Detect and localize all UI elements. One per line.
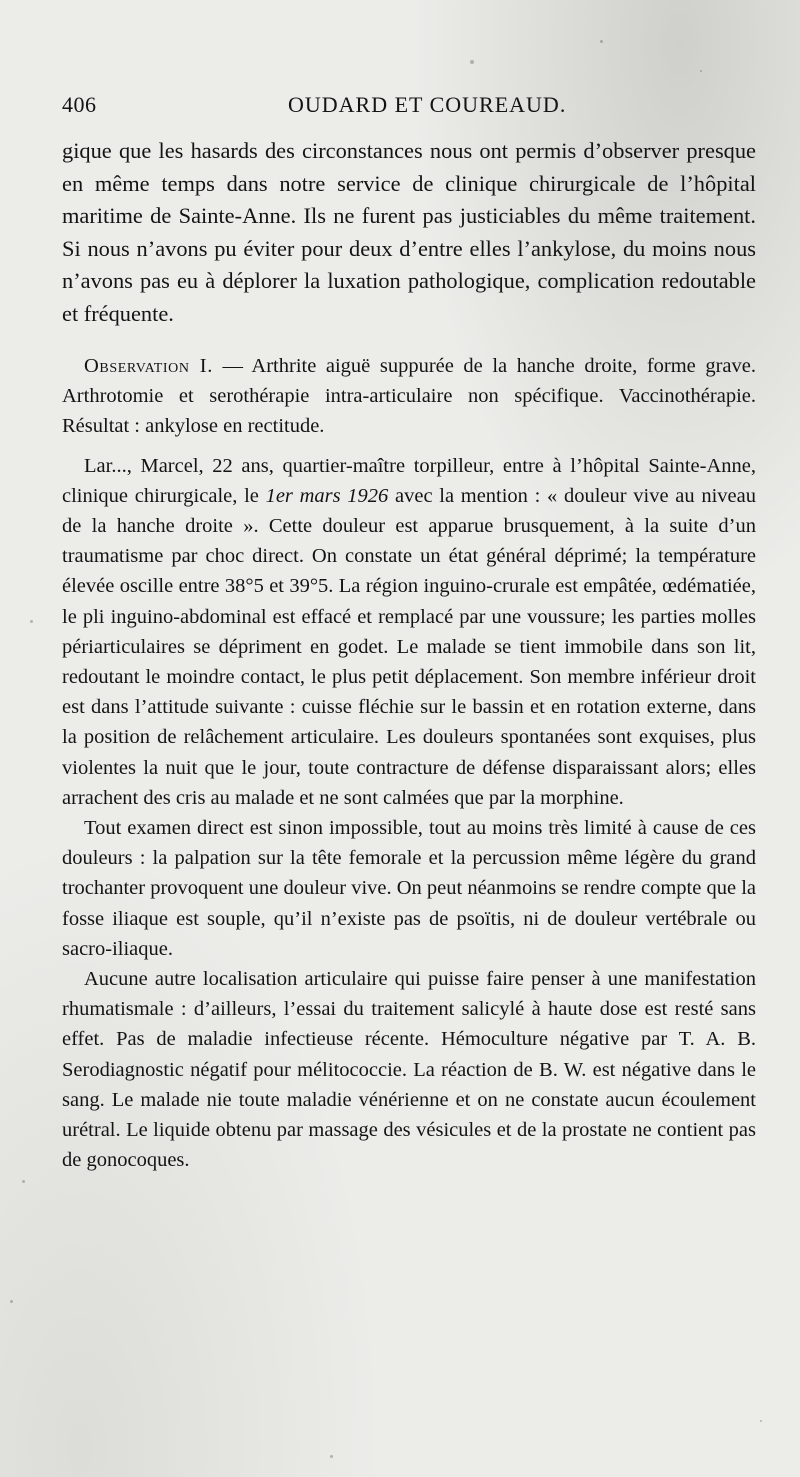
observation-title: — Arthrite aiguë suppurée de la hanche droite, forme grave. Arthrotomie et serothérapie intra-articulaire non spécifique. Vaccinothérapie. Résultat : ankylose en rectitude. — [62, 354, 756, 437]
case-intro-text: Lar..., Marcel, 22 ans, quartier-maître torpilleur, entre à l’hôpital Sainte-Anne, clinique chirurgicale, le — [62, 454, 756, 507]
page-number: 406 — [62, 92, 97, 117]
running-title: OUDARD ET COUREAUD. — [288, 92, 567, 117]
case-description-text: avec la mention : « douleur vive au niveau de la hanche droite ». Cette douleur est apparue brusquement, à la suite d’un traumatisme par choc direct. On constate un état général déprimé; la température élevée oscille entre 38°5 et 39°5. La région inguino-crurale est empâtée, œdématiée, le pli inguino-abdominal est effacé et remplacé par une voussure; les parties molles périarticulaires se dépriment en godet. Le malade se tient immobile dans son lit, redoutant le moindre contact, le plus petit déplacement. Son membre inférieur droit est dans l’attitude suivante : cuisse fléchie sur le bassin et en rotation externe, dans la position de relâchement articulaire. Les douleurs spontanées sont exquises, plus violentes la nuit que le jour, toute contracture de défense disparaissant alors; elles arrachent des cris au malade et ne sont calmées que par la morphine. — [62, 484, 756, 809]
running-head — [62, 92, 752, 122]
body-text — [62, 135, 756, 1175]
intro-paragraph: gique que les hasards des circonstances nous ont permis d’observer presque en même temps dans notre service de clinique chirurgicale de l’hôpital maritime de Sainte-Anne. Ils ne furent pas justiciables du même traitement. Si nous n’avons pu éviter pour deux d’entre elles l’ankylose, du moins nous n’avons pas eu à déplorer la luxation pathologique, complication redoutable et fréquente. — [62, 138, 756, 326]
final-paragraph: Aucune autre localisation articulaire qui puisse faire penser à une manifestation rhumatismale : d’ailleurs, l’essai du traitement salicylé à haute dose est resté sans effet. Pas de maladie infectieuse récente. Hémoculture négative par T. A. B. Serodiagnostic négatif pour mélitococcie. La réaction de B. W. est négative dans le sang. Le malade nie toute maladie vénérienne et on ne constate aucun écoulement urétral. Le liquide obtenu par massage des vésicules et de la prostate ne contient pas de gonocoques. — [62, 968, 756, 1172]
observation-label: Observation I. — [84, 354, 213, 377]
exam-paragraph: Tout examen direct est sinon impossible, tout au moins très limité à cause de ces douleurs : la palpation sur la tête femorale et la percussion même légère du grand trochanter provoquent une douleur vive. On peut néanmoins se rendre compte que la fosse iliaque est souple, qu’il n’existe pas de psoïtis, ni de douleur vertébrale ou sacro-iliaque. — [62, 817, 756, 960]
admission-date: 1er mars 1926 — [265, 484, 389, 507]
observation-heading — [62, 351, 756, 441]
case-paragraph — [62, 451, 756, 813]
